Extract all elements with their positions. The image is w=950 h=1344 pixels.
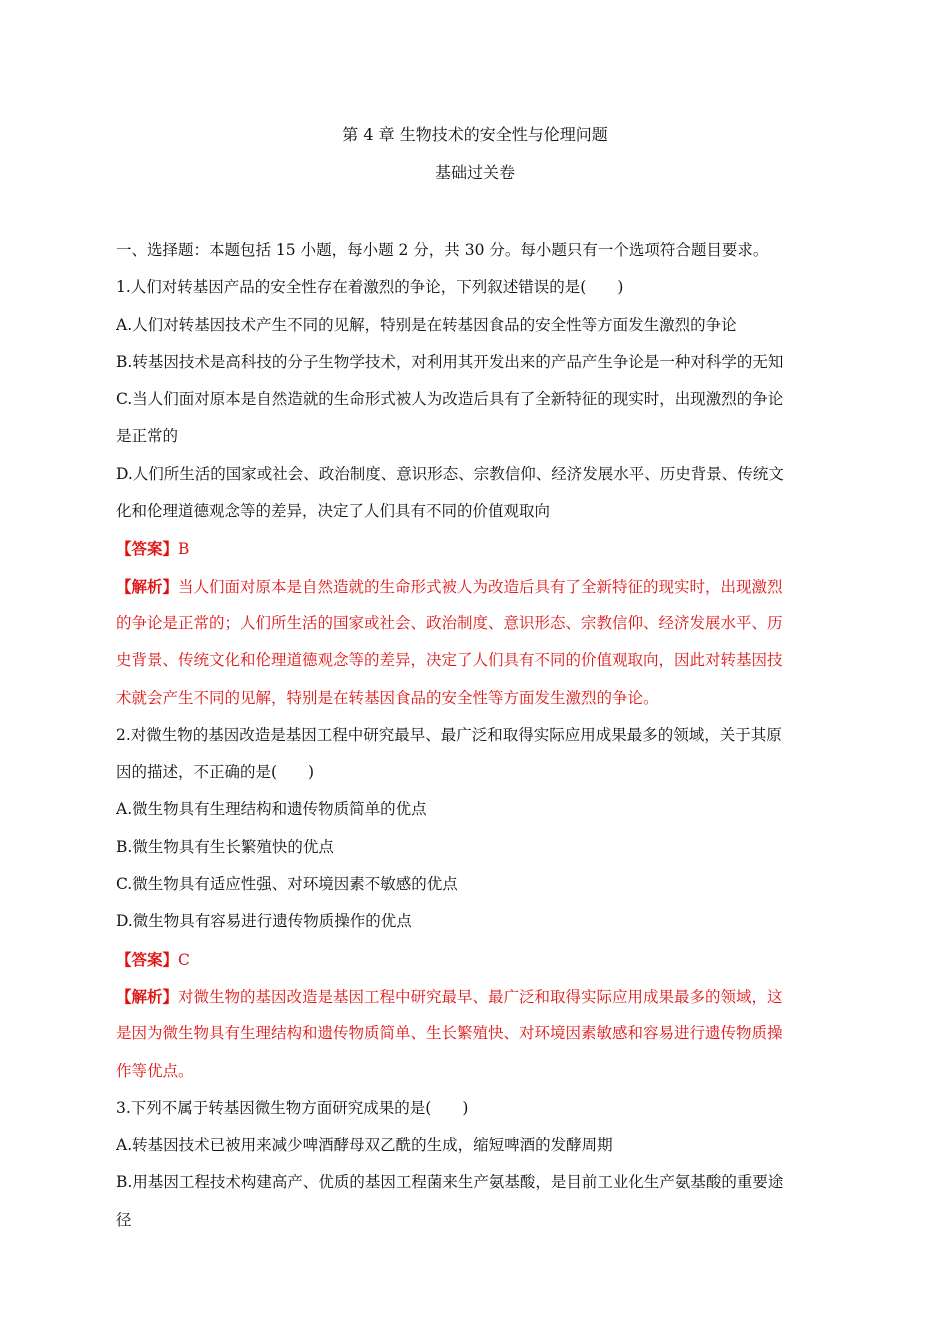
answer-tag: 【答案】 xyxy=(116,949,179,969)
analysis-tag: 【解析】 xyxy=(116,576,179,596)
question-1-option-b: B.转基因技术是高科技的分子生物学技术，对利用其开发出来的产品产生争论是一种对科学的无知 xyxy=(116,352,784,371)
question-2-answer xyxy=(116,941,838,978)
question-3-stem: 3.下列不属于转基因微生物方面研究成果的是( ) xyxy=(116,1098,469,1117)
question-2-option-c: C.微生物具有适应性强、对环境因素不敏感的优点 xyxy=(116,875,458,894)
question-1-analysis xyxy=(116,568,838,605)
question-1-analysis-cont: 史背景、传统文化和伦理道德观念等的差异，决定了人们具有不同的价值观取向，因此对转基因技 xyxy=(116,651,783,670)
question-1-analysis-cont: 术就会产生不同的见解，特别是在转基因食品的安全性等方面发生激烈的争论。 xyxy=(116,688,659,707)
analysis-text: 当人们面对原本是自然造就的生命形式被人为改造后具有了全新特征的现实时，出现激烈 xyxy=(178,577,783,596)
question-3-option-b-cont: 径 xyxy=(116,1210,132,1229)
analysis-tag: 【解析】 xyxy=(116,986,179,1006)
question-2-stem: 2.对微生物的基因改造是基因工程中研究最早、最广泛和取得实际应用成果最多的领域，关于其原 xyxy=(116,725,782,744)
answer-value: C xyxy=(178,950,190,969)
question-2-option-a: A.微生物具有生理结构和遗传物质简单的优点 xyxy=(116,800,427,819)
analysis-text: 对微生物的基因改造是基因工程中研究最早、最广泛和取得实际应用成果最多的领域，这 xyxy=(178,987,783,1006)
question-1-option-d: D.人们所生活的国家或社会、政治制度、意识形态、宗教信仰、经济发展水平、历史背景、传统文 xyxy=(116,464,784,483)
question-1-analysis-cont: 的争论是正常的；人们所生活的国家或社会、政治制度、意识形态、宗教信仰、经济发展水平、历 xyxy=(116,613,783,632)
answer-value: B xyxy=(178,540,190,559)
question-2-stem-cont: 因的描述，不正确的是( ) xyxy=(116,763,315,782)
question-1-option-d-cont: 化和伦理道德观念等的差异，决定了人们具有不同的价值观取向 xyxy=(116,502,551,521)
question-2-option-b: B.微生物具有生长繁殖快的优点 xyxy=(116,837,334,856)
question-2-option-d: D.微生物具有容易进行遗传物质操作的优点 xyxy=(116,912,412,931)
question-3-option-b: B.用基因工程技术构建高产、优质的基因工程菌来生产氨基酸，是目前工业化生产氨基酸的重要途 xyxy=(116,1173,784,1192)
section-heading: 一、选择题：本题包括 15 小题，每小题 2 分，共 30 分。每小题只有一个选项符合题目要求。 xyxy=(116,241,769,259)
question-2-analysis-cont: 是因为微生物具有生理结构和遗传物质简单、生长繁殖快、对环境因素敏感和容易进行遗传物质操 xyxy=(116,1024,783,1043)
question-3-option-a: A.转基因技术已被用来减少啤酒酵母双乙酰的生成，缩短啤酒的发酵周期 xyxy=(116,1136,613,1155)
question-1-option-a: A.人们对转基因技术产生不同的见解，特别是在转基因食品的安全性等方面发生激烈的争论 xyxy=(116,315,737,334)
chapter-title: 第 4 章 生物技术的安全性与伦理问题 xyxy=(342,125,608,144)
question-1-stem: 1.人们对转基因产品的安全性存在着激烈的争论，下列叙述错误的是( ) xyxy=(116,278,624,297)
answer-tag: 【答案】 xyxy=(116,539,179,559)
question-1-answer xyxy=(116,530,838,567)
exam-subtitle: 基础过关卷 xyxy=(434,163,515,182)
question-1-option-c: C.当人们面对原本是自然造就的生命形式被人为改造后具有了全新特征的现实时，出现激烈的争论 xyxy=(116,390,784,409)
question-2-analysis xyxy=(116,978,838,1015)
question-1-option-c-cont: 是正常的 xyxy=(116,427,179,446)
document-body xyxy=(116,232,838,1239)
question-2-analysis-cont: 作等优点。 xyxy=(116,1061,194,1080)
